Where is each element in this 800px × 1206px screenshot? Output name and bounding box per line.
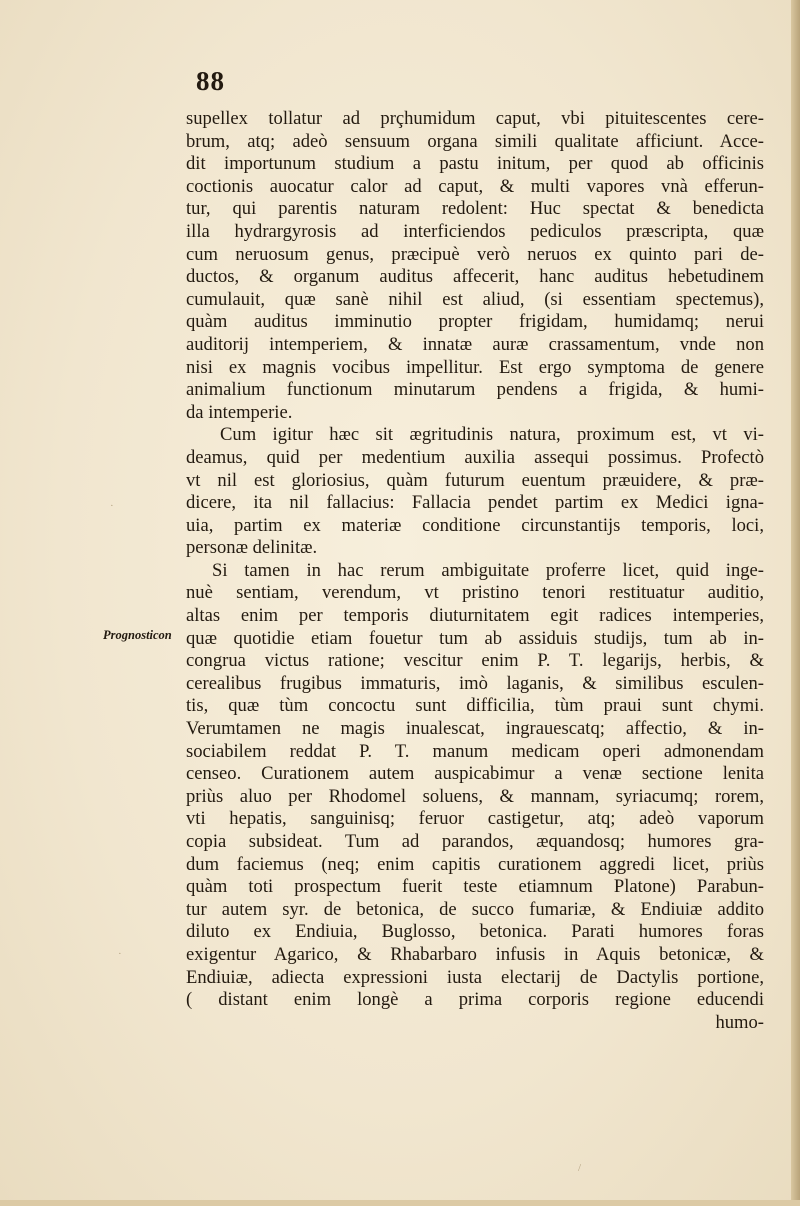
ink-speck: · [118, 948, 122, 960]
page-edge [791, 0, 800, 1206]
text-line: supellex tollatur ad prçhumidum caput, vbi pituitescentes cere- [186, 108, 764, 129]
text-line: humo- [715, 1011, 764, 1033]
text-line: quàm toti prospectum fuerit teste etiamnum Platone) Parabun- [186, 876, 764, 898]
text-line: tur, qui parentis naturam redolent: Huc spectat & benedicta [186, 198, 764, 220]
text-line: Si tamen in hac rerum ambiguitate proferre licet, quid inge- [212, 559, 764, 581]
page-bottom-edge [0, 1200, 800, 1206]
text-line: dicere, ita nil fallacius: Fallacia pendet partim ex Medici igna- [186, 492, 764, 514]
text-line: altas enim per temporis diuturnitatem egit radices intemperies, [186, 605, 764, 627]
text-line: da intemperie. [186, 401, 293, 423]
text-line: tur autem syr. de betonica, de succo fumariæ, & Endiuiæ addito [186, 898, 764, 920]
text-line: cumulauit, quæ sanè nihil est aliud, (si essentiam spectemus), [186, 288, 764, 310]
text-line: Cum igitur hæc sit ægritudinis natura, proximum est, vt vi- [220, 424, 764, 446]
text-line: cum neruosum genus, præcipuè verò neruos ex quinto pari de- [186, 243, 764, 265]
text-line: dit importunum studium a pastu initum, per quod ab officinis [186, 153, 764, 175]
text-line: ( distant enim longè a prima corporis regione educendi [186, 989, 764, 1011]
text-line: Endiuiæ, adiecta expressioni iusta electarij de Dactylis portione, [186, 966, 764, 988]
text-line: ductos, & organum auditus affecerit, hanc auditus hebetudinem [186, 266, 764, 288]
text-line: nisi ex magnis vocibus impellitur. Est ergo symptoma de genere [186, 356, 764, 378]
page-number: 88 [196, 66, 225, 96]
text-line: brum, atq; adeò sensuum organa simili qualitate afficiunt. Acce- [186, 130, 764, 152]
main-text-block [186, 108, 764, 1034]
text-line: quàm auditus imminutio propter frigidam, humidamq; nerui [186, 311, 764, 333]
text-line: animalium functionum minutarum pendens a frigida, & humi- [186, 379, 764, 401]
ink-speck: · [110, 500, 114, 512]
text-line: personæ delinitæ. [186, 537, 318, 559]
text-line: vti hepatis, sanguinisq; feruor castigetur, atq; adeò vaporum [186, 808, 764, 830]
text-line: quæ quotidie etiam fouetur tum ab assiduis studijs, tum ab in- [186, 627, 764, 649]
text-line: copia subsideat. Tum ad parandos, æquandosq; humores gra- [186, 831, 764, 852]
text-line: illa hydrargyrosis ad interficiendos pediculos præscripta, quæ [186, 220, 764, 242]
text-line: vt nil est gloriosius, quàm futurum euentum præuidere, & præ- [186, 469, 764, 491]
text-line: uia, partim ex materiæ conditione circunstantijs temporis, loci, [186, 514, 764, 536]
text-line: diluto ex Endiuia, Buglosso, betonica. Parati humores foras [186, 921, 764, 943]
text-line: censeo. Curationem autem auspicabimur a venæ sectione lenita [186, 763, 764, 785]
text-line: nuè sentiam, verendum, vt pristino tenori restituatur auditio, [186, 582, 764, 604]
margin-note-prognosticon: Prognosticon [103, 628, 172, 642]
text-line: dum faciemus (neq; enim capitis curationem aggredi licet, priùs [186, 853, 764, 875]
text-line: deamus, quid per medentium auxilia assequi possimus. Profectò [186, 446, 764, 468]
text-line: auditorij intemperiem, & innatæ auræ crassamentum, vnde non [186, 333, 764, 355]
text-line: congrua victus ratione; vescitur enim P. T. legarijs, herbis, & [186, 650, 764, 672]
text-line: priùs aluo per Rhodomel soluens, & mannam, syriacumq; rorem, [186, 785, 764, 807]
text-line: coctionis auocatur calor ad caput, & multi vapores vnà efferun- [186, 175, 764, 197]
text-line: sociabilem reddat P. T. manum medicam operi admonendam [186, 740, 764, 762]
text-line: tis, quæ tùm concoctu sunt difficilia, tùm praui sunt chymi. [186, 695, 764, 717]
text-line: Verumtamen ne magis inualescat, ingrauescatq; affectio, & in- [186, 718, 764, 740]
text-line: cerealibus frugibus immaturis, imò laganis, & similibus esculen- [186, 672, 764, 694]
text-line: exigentur Agarico, & Rhabarbaro infusis in Aquis betonicæ, & [186, 943, 764, 965]
ink-speck: / [578, 1162, 582, 1174]
